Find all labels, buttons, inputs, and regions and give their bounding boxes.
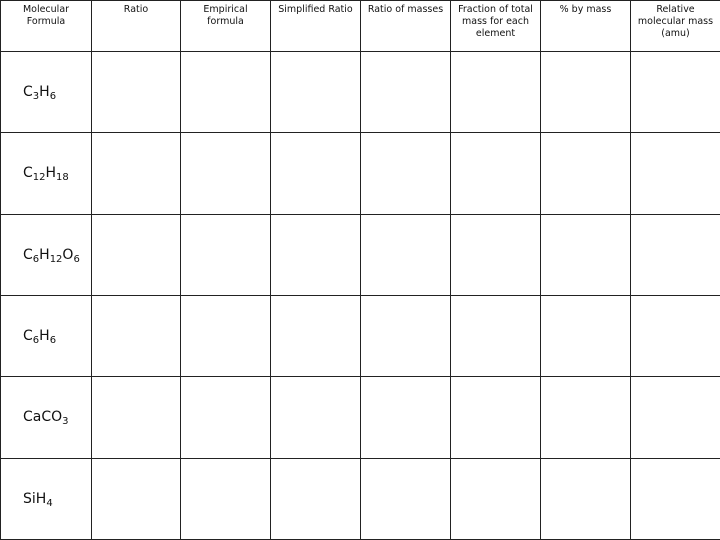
header-row bbox=[1, 1, 720, 52]
relative-molecular-mass-cell[interactable] bbox=[631, 214, 720, 295]
element-subscript: 4 bbox=[46, 497, 53, 509]
element-symbol: H bbox=[45, 165, 57, 182]
relative-molecular-mass-cell[interactable] bbox=[631, 133, 720, 214]
ratio-cell[interactable] bbox=[92, 458, 181, 539]
fraction-of-total-mass-cell[interactable] bbox=[451, 133, 541, 214]
element-symbol: C bbox=[23, 246, 33, 263]
fraction-of-total-mass-cell[interactable] bbox=[451, 52, 541, 133]
element-subscript: 3 bbox=[32, 91, 40, 103]
molecular-formula-cell bbox=[1, 52, 92, 133]
header-ratio-of-masses: Ratio of masses bbox=[361, 1, 451, 52]
element-subscript: 6 bbox=[49, 91, 57, 103]
table-row bbox=[1, 377, 720, 458]
fraction-of-total-mass-cell[interactable] bbox=[451, 214, 541, 295]
empirical-formula-cell[interactable] bbox=[181, 52, 271, 133]
ratio-of-masses-cell[interactable] bbox=[361, 377, 451, 458]
element-symbol: O bbox=[62, 246, 74, 263]
element-subscript: 3 bbox=[62, 416, 69, 428]
element-subscript: 12 bbox=[32, 172, 46, 184]
fraction-of-total-mass-cell[interactable] bbox=[451, 295, 541, 376]
relative-molecular-mass-cell[interactable] bbox=[631, 377, 720, 458]
relative-molecular-mass-cell[interactable] bbox=[631, 52, 720, 133]
simplified-ratio-cell[interactable] bbox=[271, 52, 361, 133]
header-molecular-formula: Molecular Formula bbox=[1, 1, 92, 52]
ratio-cell[interactable] bbox=[92, 377, 181, 458]
table-body bbox=[1, 52, 720, 540]
element-symbol: C bbox=[23, 165, 33, 182]
molecular-formula-cell bbox=[1, 377, 92, 458]
empirical-formula-cell[interactable] bbox=[181, 458, 271, 539]
molecular-formula-cell bbox=[1, 295, 92, 376]
ratio-cell[interactable] bbox=[92, 133, 181, 214]
element-symbol: C bbox=[23, 84, 33, 101]
percent-by-mass-cell[interactable] bbox=[541, 52, 631, 133]
ratio-cell[interactable] bbox=[92, 52, 181, 133]
simplified-ratio-cell[interactable] bbox=[271, 295, 361, 376]
percent-by-mass-cell[interactable] bbox=[541, 133, 631, 214]
empirical-formula-cell[interactable] bbox=[181, 377, 271, 458]
molecular-formula-cell bbox=[1, 458, 92, 539]
relative-molecular-mass-cell[interactable] bbox=[631, 295, 720, 376]
table-row bbox=[1, 133, 720, 214]
ratio-of-masses-cell[interactable] bbox=[361, 133, 451, 214]
ratio-of-masses-cell[interactable] bbox=[361, 295, 451, 376]
percent-by-mass-cell[interactable] bbox=[541, 214, 631, 295]
element-symbol: Si bbox=[23, 490, 36, 507]
element-symbol: C bbox=[23, 328, 33, 345]
percent-by-mass-cell[interactable] bbox=[541, 377, 631, 458]
simplified-ratio-cell[interactable] bbox=[271, 214, 361, 295]
header-percent-by-mass: % by mass bbox=[541, 1, 631, 52]
fraction-of-total-mass-cell[interactable] bbox=[451, 458, 541, 539]
header-relative-molecular-mass: Relative molecular mass (amu) bbox=[631, 1, 720, 52]
simplified-ratio-cell[interactable] bbox=[271, 133, 361, 214]
header-ratio: Ratio bbox=[92, 1, 181, 52]
ratio-cell[interactable] bbox=[92, 295, 181, 376]
element-subscript: 18 bbox=[56, 172, 69, 184]
relative-molecular-mass-cell[interactable] bbox=[631, 458, 720, 539]
molecular-formula-cell bbox=[1, 133, 92, 214]
header-fraction-of-total-mass: Fraction of total mass for each element bbox=[451, 1, 541, 52]
table-row bbox=[1, 52, 720, 133]
header-simplified-ratio: Simplified Ratio bbox=[271, 1, 361, 52]
empirical-formula-cell[interactable] bbox=[181, 295, 271, 376]
header-empirical-formula: Empirical formula bbox=[181, 1, 271, 52]
table-row bbox=[1, 295, 720, 376]
ratio-of-masses-cell[interactable] bbox=[361, 52, 451, 133]
simplified-ratio-cell[interactable] bbox=[271, 377, 361, 458]
empirical-formula-cell[interactable] bbox=[181, 133, 271, 214]
percent-by-mass-cell[interactable] bbox=[541, 295, 631, 376]
element-symbol: CaC bbox=[23, 409, 52, 426]
ratio-of-masses-cell[interactable] bbox=[361, 458, 451, 539]
element-symbol: O bbox=[51, 409, 63, 426]
table-row bbox=[1, 214, 720, 295]
element-subscript: 6 bbox=[49, 335, 57, 347]
element-subscript: 6 bbox=[32, 253, 40, 265]
ratio-cell[interactable] bbox=[92, 214, 181, 295]
empirical-formula-cell[interactable] bbox=[181, 214, 271, 295]
element-symbol: H bbox=[39, 246, 50, 263]
element-subscript: 6 bbox=[73, 253, 80, 265]
element-symbol: H bbox=[35, 490, 47, 507]
element-symbol: H bbox=[39, 84, 50, 101]
element-subscript: 6 bbox=[32, 335, 40, 347]
element-symbol: H bbox=[39, 328, 50, 345]
simplified-ratio-cell[interactable] bbox=[271, 458, 361, 539]
fraction-of-total-mass-cell[interactable] bbox=[451, 377, 541, 458]
table-row bbox=[1, 458, 720, 539]
element-subscript: 12 bbox=[49, 253, 63, 265]
molecular-formula-cell bbox=[1, 214, 92, 295]
percent-by-mass-cell[interactable] bbox=[541, 458, 631, 539]
ratio-of-masses-cell[interactable] bbox=[361, 214, 451, 295]
